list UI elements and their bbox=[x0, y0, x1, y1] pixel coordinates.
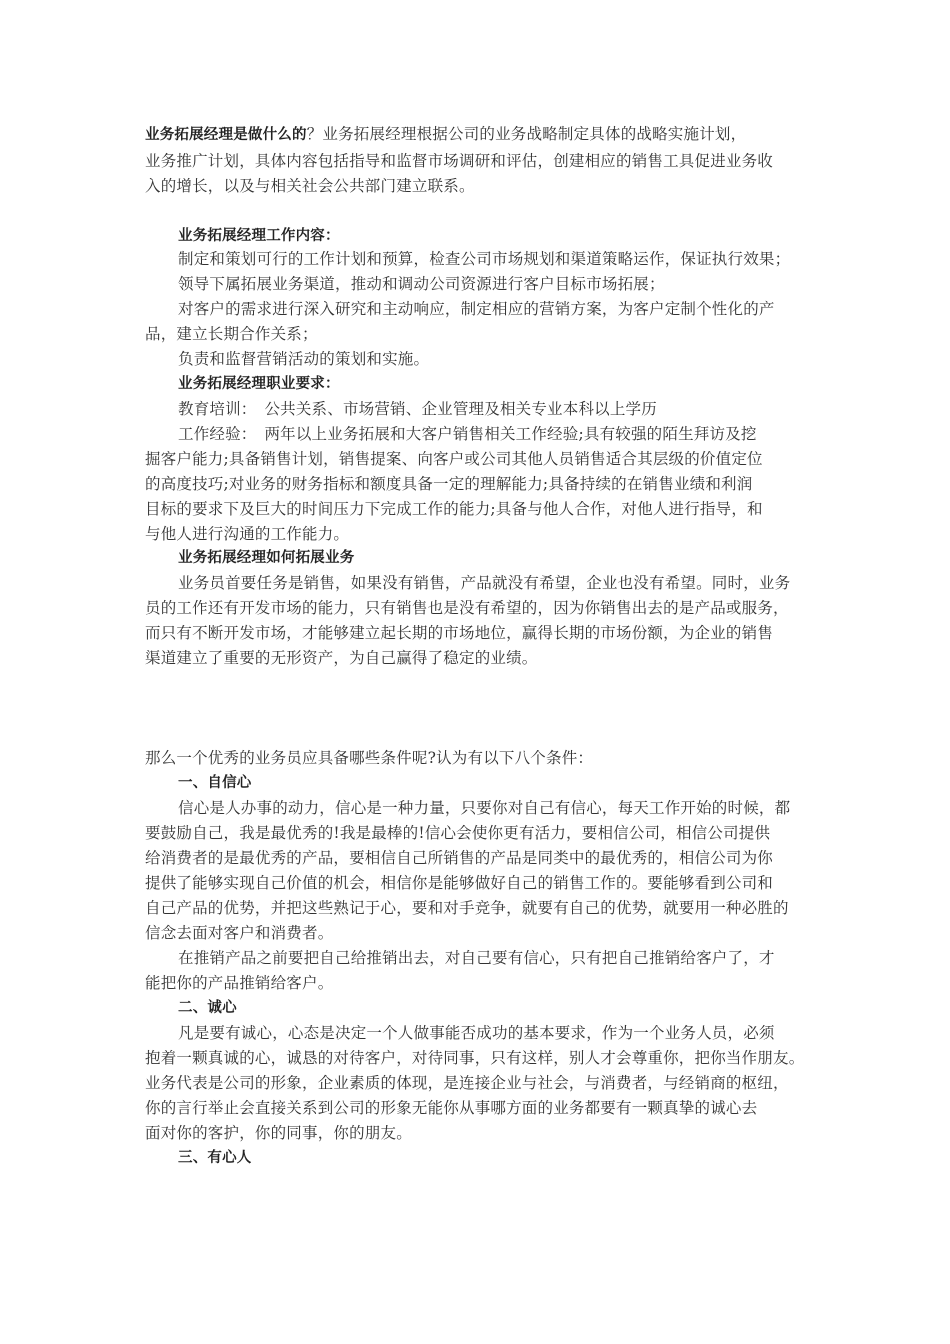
paragraph-line: 在推销产品之前要把自己给推销出去，对自己要有信心，只有把自己推销给客户了，才 bbox=[178, 949, 775, 967]
section-heading-requirements: 业务拓展经理职业要求： bbox=[178, 376, 340, 392]
paragraph-line: 员的工作还有开发市场的能力，只有销售也是没有希望的，因为你销售出去的是产品或服务， bbox=[145, 599, 789, 617]
condition-heading-2: 二、诚心 bbox=[178, 1000, 237, 1016]
paragraph-line: 提供了能够实现自己价值的机会，相信你是能够做好自己的销售工作的。要能够看到公司和 bbox=[145, 874, 774, 892]
paragraph-line: 凡是要有诚心，心态是决定一个人做事能否成功的基本要求，作为一个业务人员，必须 bbox=[178, 1024, 775, 1042]
work-item: 品，建立长期合作关系； bbox=[145, 325, 318, 343]
paragraph-line: 渠道建立了重要的无形资产，为自己赢得了稳定的业绩。 bbox=[145, 649, 538, 667]
eight-conditions-intro: 那么一个优秀的业务员应具备哪些条件呢?认为有以下八个条件： bbox=[145, 749, 594, 767]
paragraph-line: 自己产品的优势，并把这些熟记于心，要和对手竞争，就要有自己的优势，就要用一种必胜的 bbox=[145, 899, 789, 917]
paragraph-line: 能把你的产品推销给客户。 bbox=[145, 974, 334, 992]
work-item: 负责和监督营销活动的策划和实施。 bbox=[178, 350, 430, 368]
requirement-item: 掘客户能力;具备销售计划，销售提案、向客户或公司其他人员销售适合其层级的价值定位 bbox=[145, 450, 763, 468]
paragraph-line: 面对你的客护，你的同事，你的朋友。 bbox=[145, 1124, 412, 1142]
paragraph-line: 你的言行举止会直接关系到公司的形象无能你从事哪方面的业务都要有一颗真挚的诚心去 bbox=[145, 1099, 758, 1117]
condition-heading-3: 三、有心人 bbox=[178, 1150, 252, 1166]
section-heading-how: 业务拓展经理如何拓展业务 bbox=[178, 550, 355, 566]
requirement-item: 与他人进行沟通的工作能力。 bbox=[145, 525, 350, 543]
requirement-item: 的高度技巧;对业务的财务指标和额度具备一定的理解能力;具备持续的在销售业绩和利润 bbox=[145, 475, 753, 493]
section-heading-work: 业务拓展经理工作内容： bbox=[178, 228, 340, 244]
intro-answer: ？业务拓展经理根据公司的业务战略制定具体的战略实施计划， bbox=[306, 125, 747, 143]
work-item: 领导下属拓展业务渠道，推动和调动公司资源进行客户目标市场拓展； bbox=[178, 275, 665, 293]
condition-heading-1: 一、自信心 bbox=[178, 775, 252, 791]
paragraph-line: 信心是人办事的动力，信心是一种力量，只要你对自己有信心，每天工作开始的时候，都 bbox=[178, 799, 791, 817]
paragraph-line: 给消费者的是最优秀的产品，要相信自己所销售的产品是同类中的最优秀的，相信公司为你 bbox=[145, 849, 774, 867]
paragraph-line: 业务代表是公司的形象，企业素质的体现，是连接企业与社会，与消费者，与经销商的枢纽， bbox=[145, 1074, 789, 1092]
paragraph-line: 抱着一颗真诚的心，诚恳的对待客户，对待同事，只有这样，别人才会尊重你，把你当作朋友。 bbox=[145, 1049, 805, 1067]
paragraph-line: 而只有不断开发市场，才能够建立起长期的市场地位，赢得长期的市场份额，为企业的销售 bbox=[145, 624, 774, 642]
intro-paragraph-line bbox=[145, 122, 746, 147]
intro-question: 业务拓展经理是做什么的 bbox=[145, 127, 307, 143]
work-item: 制定和策划可行的工作计划和预算，检查公司市场规划和渠道策略运作，保证执行效果； bbox=[178, 250, 791, 268]
intro-paragraph-line: 业务推广计划，具体内容包括指导和监督市场调研和评估，创建相应的销售工具促进业务收 bbox=[145, 152, 774, 170]
paragraph-line: 信念去面对客户和消费者。 bbox=[145, 924, 334, 942]
requirement-item: 工作经验： 两年以上业务拓展和大客户销售相关工作经验;具有较强的陌生拜访及挖 bbox=[178, 425, 757, 443]
paragraph-line: 要鼓励自己，我是最优秀的!我是最棒的!信心会使你更有活力，要相信公司，相信公司提供 bbox=[145, 824, 771, 842]
requirement-item: 教育培训： 公共关系、市场营销、企业管理及相关专业本科以上学历 bbox=[178, 400, 657, 418]
requirement-item: 目标的要求下及巨大的时间压力下完成工作的能力;具备与他人合作，对他人进行指导，和 bbox=[145, 500, 763, 518]
intro-paragraph-line: 入的增长，以及与相关社会公共部门建立联系。 bbox=[145, 177, 475, 195]
work-item: 对客户的需求进行深入研究和主动响应，制定相应的营销方案，为客户定制个性化的产 bbox=[178, 300, 775, 318]
paragraph-line: 业务员首要任务是销售，如果没有销售，产品就没有希望，企业也没有希望。同时，业务 bbox=[178, 574, 791, 592]
